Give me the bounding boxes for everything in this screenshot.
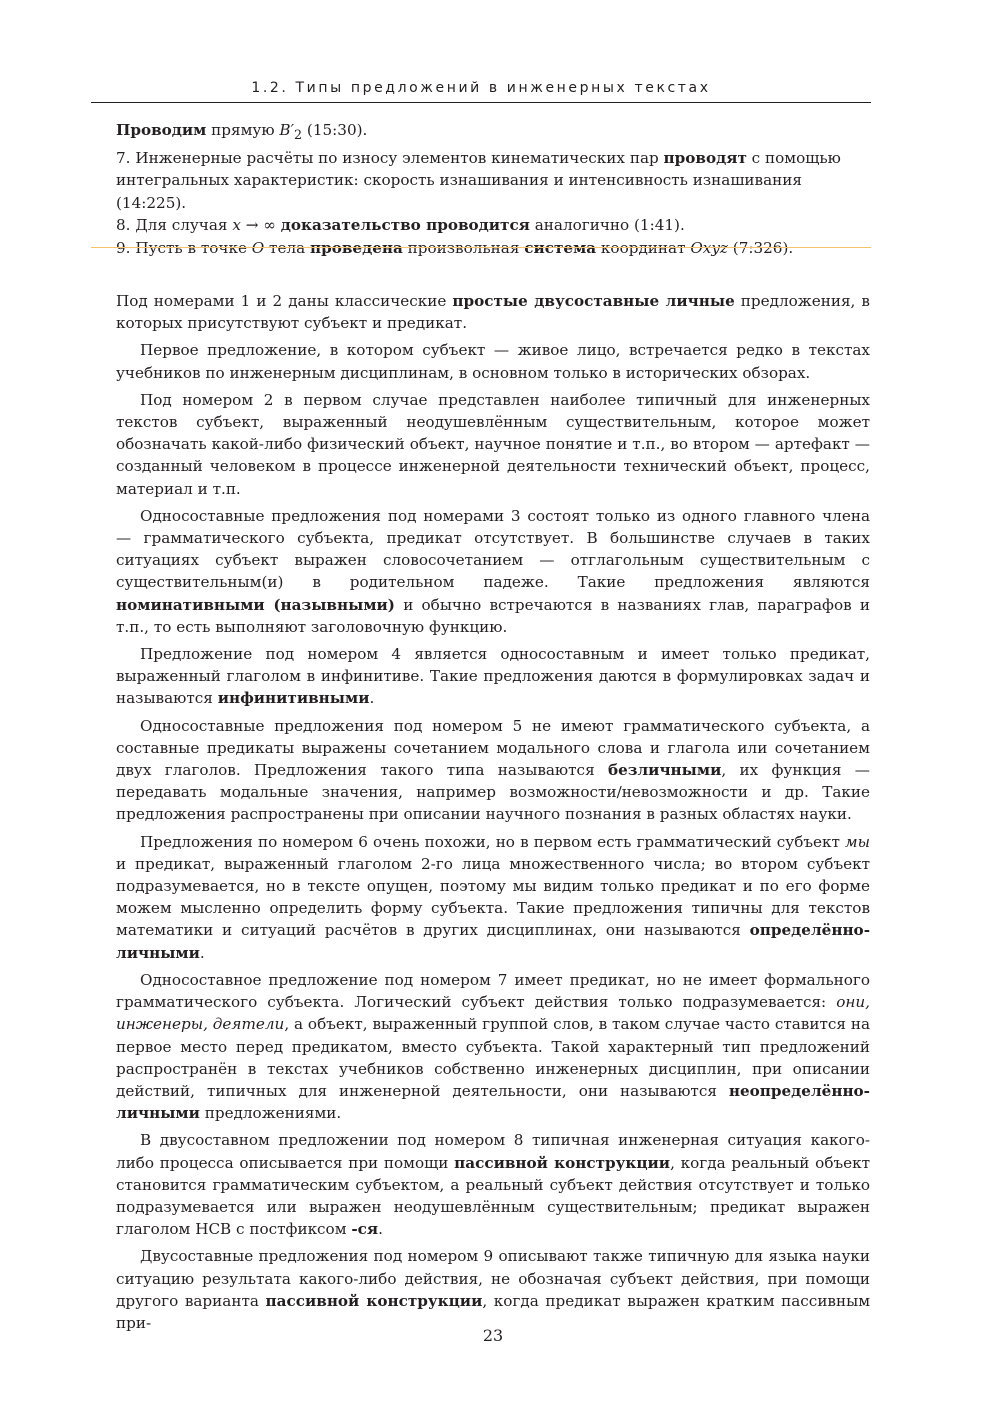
text-run: , когда предикат выражен кратким пассивным при-	[116, 1291, 871, 1332]
italic-term: они, инженеры, деятели	[116, 993, 870, 1034]
paragraph-8	[116, 969, 870, 1124]
paragraph-7	[116, 831, 870, 964]
main-text	[116, 290, 870, 1339]
paragraph-9	[116, 1129, 870, 1240]
paragraph-10	[116, 1245, 870, 1334]
text-run: с помощью интегральных характеристик: скорость изнашивания и интенсивность изнашивания (14:225).	[116, 148, 841, 212]
text-run: аналогично (1:41).	[529, 216, 685, 235]
bold-term: номинативными (назывными)	[116, 595, 395, 614]
text-run: Односоставное предложение под номером 7 имеет предикат, но не имеет формального грамматического субъекта. Логический субъект действия только подразумевается:	[116, 970, 870, 1012]
text-run: Предложения по номером 6 очень похожи, но в первом есть грамматический субъект	[140, 832, 846, 851]
bold-term: проводят	[663, 148, 747, 167]
text-run: .	[369, 689, 375, 708]
text-run: .	[199, 943, 205, 962]
running-header	[91, 80, 871, 103]
text-run: предложениями.	[199, 1104, 342, 1123]
math-symbol: B′	[279, 121, 295, 139]
bold-term: безличными	[607, 761, 722, 780]
bold-term: определённо-личными	[116, 921, 870, 962]
bold-term: Проводим	[116, 121, 207, 139]
example-line-0	[116, 119, 870, 147]
text-run: 7. Инженерные расчёты по износу элементов кинематических пар	[116, 148, 664, 167]
math-symbol: x	[232, 216, 241, 235]
text-run: и обычно встречаются в названиях глав, параграфов и т.п., то есть выполняют заголовочную функцию.	[116, 595, 870, 636]
example-line-8	[116, 214, 870, 237]
examples-block	[116, 119, 870, 259]
text-run: 9. Пусть в точке	[116, 238, 252, 257]
text-run: В двусоставном предложении под номером 8 типичная инженерная ситуация какого-либо процесса описывается при помощи	[116, 1131, 870, 1172]
text-run: , их функция — передавать модальные значения, например возможности/невозможности и др. Такие предложения распространены при описании научного познания в разных областях науки.	[116, 761, 870, 824]
paragraph-2: Первое предложение, в котором субъект — живое лицо, встречается редко в текстах учебников по инженерным дисциплинам, в основном только в исторических обзорах.	[116, 341, 870, 382]
math-symbol: Oxyz	[690, 238, 728, 257]
section-separator	[91, 247, 871, 248]
paragraph-4	[116, 505, 870, 638]
bold-term: простые двусоставные личные	[452, 292, 735, 310]
bold-term: неопределённо-личными	[116, 1081, 870, 1123]
text-run: , а объект, выраженный группой слов, в таком случае часто ставится на первое место перед предикатом, вместо субъекта. Такой характерный тип предложений распространён в текстах учебников собственно инженерных дисциплин, при описании действий, типичных для инженерной деятельности, они называются	[116, 1015, 870, 1100]
paragraph-1	[116, 290, 870, 334]
text-run: предложения, в которых присутствуют субъект и предикат.	[116, 292, 870, 333]
page-number: 23	[482, 1326, 504, 1345]
running-title: 1.2. Типы предложений в инженерных текстах	[251, 80, 711, 96]
example-line-7	[116, 147, 870, 215]
bold-term: -ся	[351, 1220, 379, 1239]
text-run: и предикат, выраженный глаголом 2-го лица множественного числа; во втором субъект подразумевается, но в тексте опущен, поэтому мы видим только предикат и по его форме можем мысленно определить форму субъекта. Такие предложения типичны для текстов математики и ситуаций расчётов в других дисциплинах, они называются	[116, 854, 870, 940]
text-run: Под номерами 1 и 2 даны классические	[116, 292, 453, 310]
text-run: (15:30).	[302, 121, 368, 139]
text-run: Предложение под номером 4 является односоставным и имеет только предикат, выраженный глаголом в инфинитиве. Такие предложения даются в формулировках задач и называются	[116, 645, 870, 708]
text-run: Односоставные предложения под номером 5 не имеют грамматического субъекта, а составные предикаты выражены сочетанием модального слова и глагола или сочетанием двух глаголов. Предложения такого типа называются	[116, 716, 870, 780]
bold-term: система	[524, 238, 597, 257]
text-run: .	[378, 1220, 383, 1239]
text-run: 8. Для случая	[116, 216, 233, 235]
text-run: Двусоставные предложения под номером 9 описывают также типичную для языка науки ситуацию результата какого-либо действия, не обозначая субъект действия, при помощи другого варианта	[116, 1247, 870, 1310]
bold-term: пассивной конструкции	[454, 1153, 671, 1172]
text-run: произвольная	[402, 238, 525, 257]
math-arrow: → ∞	[240, 216, 281, 235]
paragraph-5	[116, 643, 870, 710]
bold-term: проведена	[309, 238, 403, 257]
italic-term: мы	[845, 832, 870, 851]
paragraph-6	[116, 715, 870, 826]
text-run: координат	[596, 238, 691, 257]
text-run: (7:326).	[727, 238, 794, 257]
text-run: тела	[264, 238, 310, 257]
bold-term: инфинитивными	[217, 689, 370, 708]
math-symbol: O	[251, 238, 265, 257]
text-run: , когда реальный объект становится грамматическим субъектом, а реальный субъект действия отсутствует и только подразумевается или выражен неодушевлённым существительным; предикат выражен глаголом НСВ с постфиксом	[116, 1153, 871, 1239]
text-run: Односоставные предложения под номерами 3 состоят только из одного главного члена — грамматического субъекта, предикат отсутствует. В большинстве случаев в таких ситуациях субъект выражен словосочетанием — отглагольным существительным с существительным(и) в родительном падеже. Такие предложения являются	[116, 506, 870, 592]
bold-term: пассивной конструкции	[265, 1291, 483, 1310]
bold-term: доказательство проводится	[280, 216, 530, 235]
math-subscript: 2	[294, 127, 303, 143]
text-run: прямую	[206, 121, 280, 139]
paragraph-3: Под номером 2 в первом случае представлен наиболее типичный для инженерных текстов субъект, выраженный неодушевлённым существительным, которое может обозначать какой-либо физический объект, научное понятие и т.п., во втором — артефакт — созданный человеком в процессе инженерной деятельности технический объект, процесс, материал и т.п.	[116, 390, 870, 498]
